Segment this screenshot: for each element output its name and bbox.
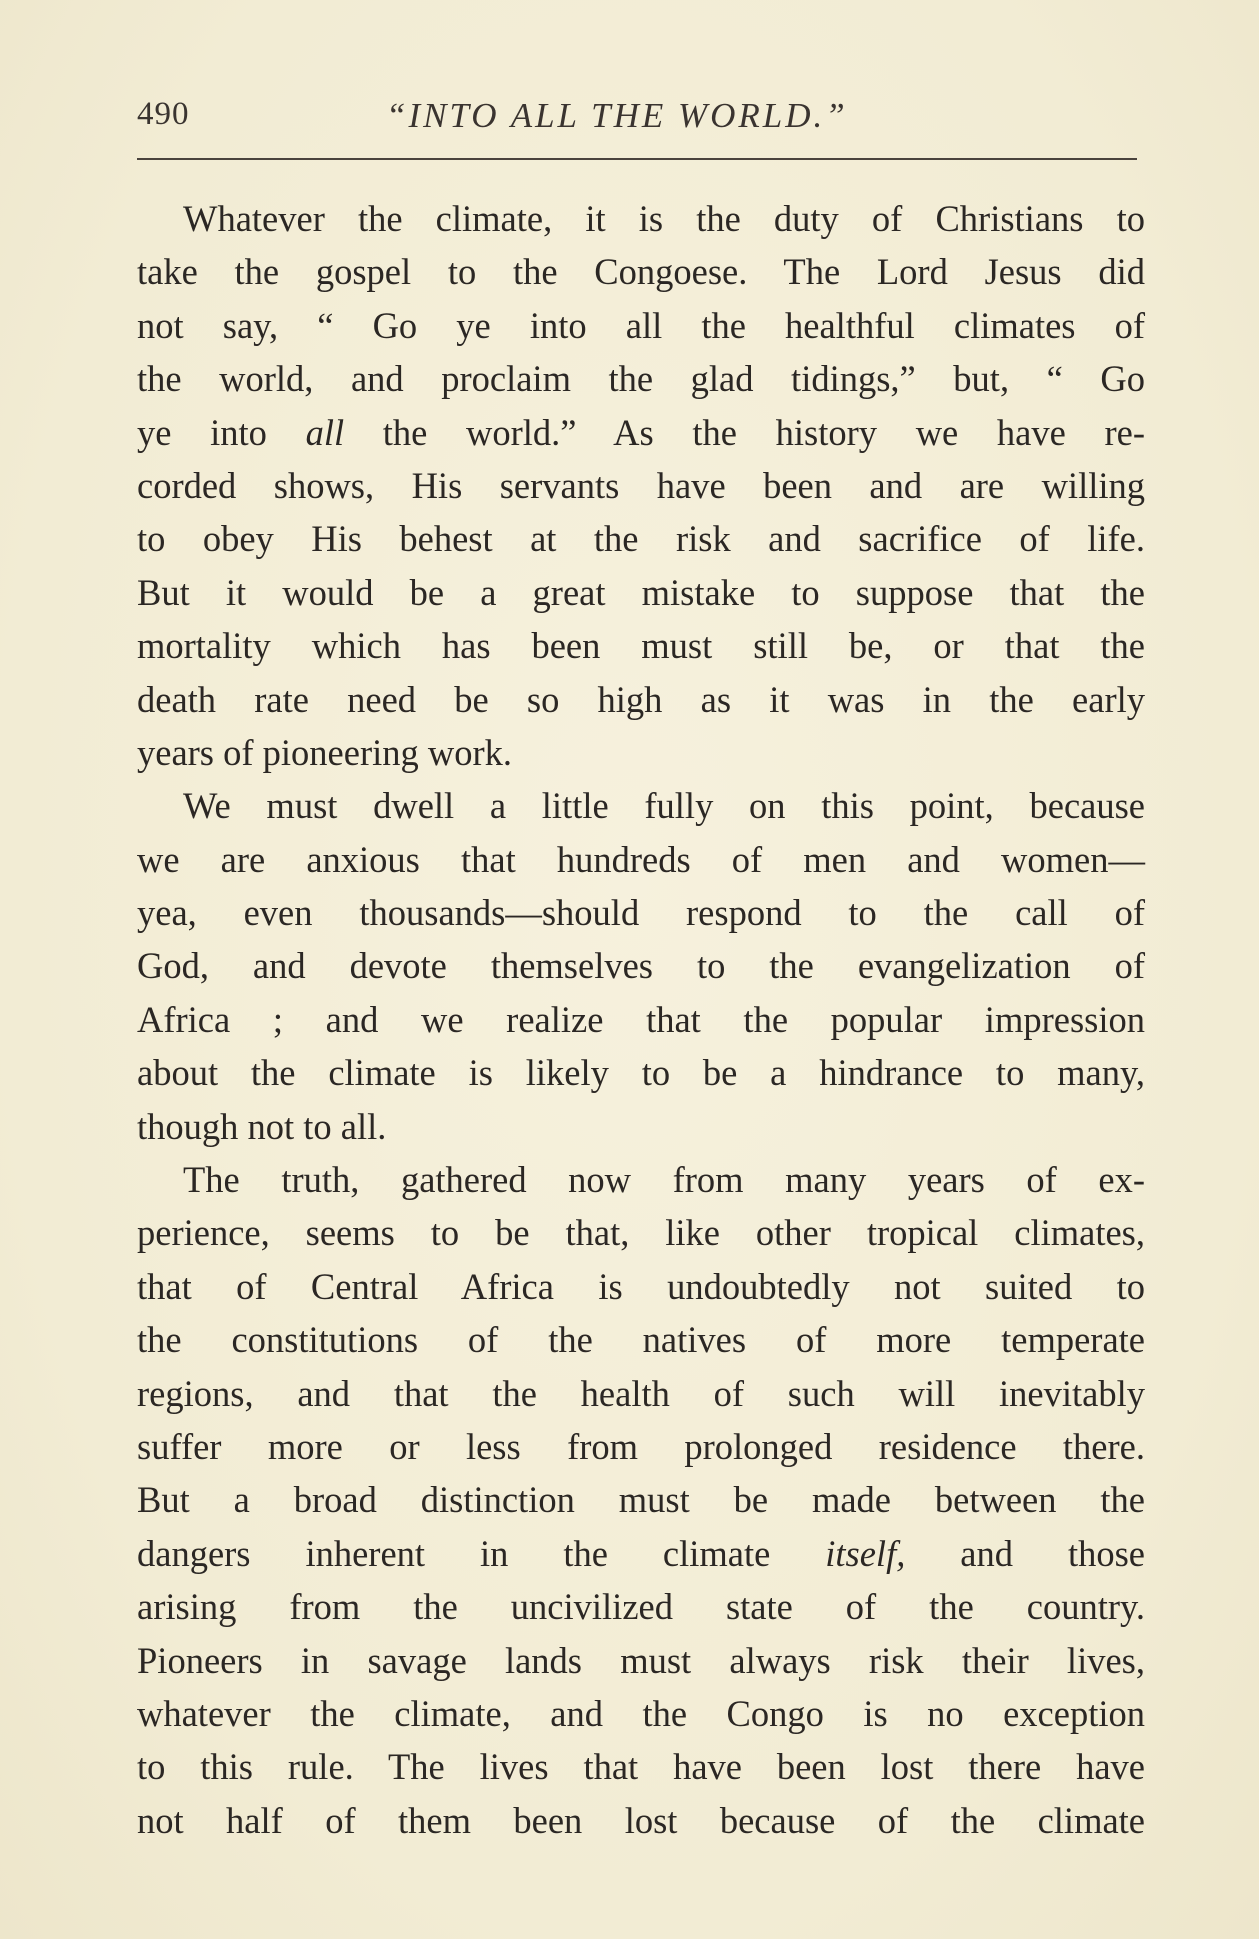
text-line: to this rule. The lives that have been lost there have: [137, 1746, 1145, 1788]
text-line: perience, seems to be that, like other tropical climates,: [137, 1212, 1145, 1254]
text-line: The truth, gathered now from many years of ex-: [183, 1159, 1145, 1201]
text-line: God, and devote themselves to the evangelization of: [137, 945, 1145, 987]
text-line: regions, and that the health of such will inevitably: [137, 1372, 1145, 1414]
text-line: that of Central Africa is undoubtedly not suited to: [137, 1265, 1145, 1307]
text-line: Africa ; and we realize that the popular impression: [137, 998, 1145, 1040]
header-rule: [137, 158, 1137, 160]
paragraph: [137, 779, 1145, 1153]
text-segment: dangers inherent in the climate: [137, 1532, 826, 1574]
text-line: corded shows, His servants have been and are willing: [137, 464, 1145, 506]
text-line: though not to all.: [137, 1105, 387, 1147]
running-head: “INTO ALL THE WORLD.”: [386, 96, 848, 135]
text-line: arising from the uncivilized state of the country.: [137, 1586, 1145, 1628]
italic-word: itself,: [825, 1532, 906, 1574]
text-line: the world, and proclaim the glad tidings,” but, “ Go: [137, 358, 1145, 400]
italic-word: all: [305, 411, 345, 453]
text-line: [137, 1527, 1145, 1580]
text-line: [137, 406, 1145, 459]
text-segment: the world.” As the history we have re-: [344, 411, 1145, 453]
paragraph: [137, 1153, 1145, 1847]
text-line: We must dwell a little fully on this point, because: [183, 785, 1145, 827]
page-number: 490: [137, 96, 190, 132]
text-line: But it would be a great mistake to suppose that the: [137, 571, 1145, 613]
text-line: years of pioneering work.: [137, 731, 513, 773]
text-line: Whatever the climate, it is the duty of Christians to: [183, 198, 1145, 239]
text-segment: and those: [905, 1532, 1145, 1574]
text-line: But a broad distinction must be made between the: [137, 1479, 1145, 1521]
text-line: not half of them been lost because of the climate: [137, 1799, 1145, 1841]
text-line: we are anxious that hundreds of men and women—: [137, 838, 1145, 880]
text-line: Pioneers in savage lands must always risk their lives,: [137, 1639, 1145, 1681]
text-line: not say, “ Go ye into all the healthful climates of: [137, 304, 1145, 346]
text-line: to obey His behest at the risk and sacrifice of life.: [137, 518, 1145, 560]
page-header: [137, 96, 1137, 146]
text-line: about the climate is likely to be a hindrance to many,: [137, 1052, 1145, 1094]
text-line: suffer more or less from prolonged residence there.: [137, 1425, 1145, 1467]
text-line: whatever the climate, and the Congo is no exception: [137, 1692, 1145, 1734]
text-line: mortality which has been must still be, or that the: [137, 625, 1145, 667]
text-line: yea, even thousands—should respond to the call of: [137, 892, 1145, 934]
paragraph: [137, 192, 1145, 779]
body-text: [137, 192, 1145, 1847]
text-segment: ye into: [137, 411, 306, 453]
text-line: take the gospel to the Congoese. The Lord Jesus did: [137, 251, 1145, 293]
text-line: death rate need be so high as it was in the early: [137, 678, 1145, 720]
text-line: the constitutions of the natives of more temperate: [137, 1319, 1145, 1361]
